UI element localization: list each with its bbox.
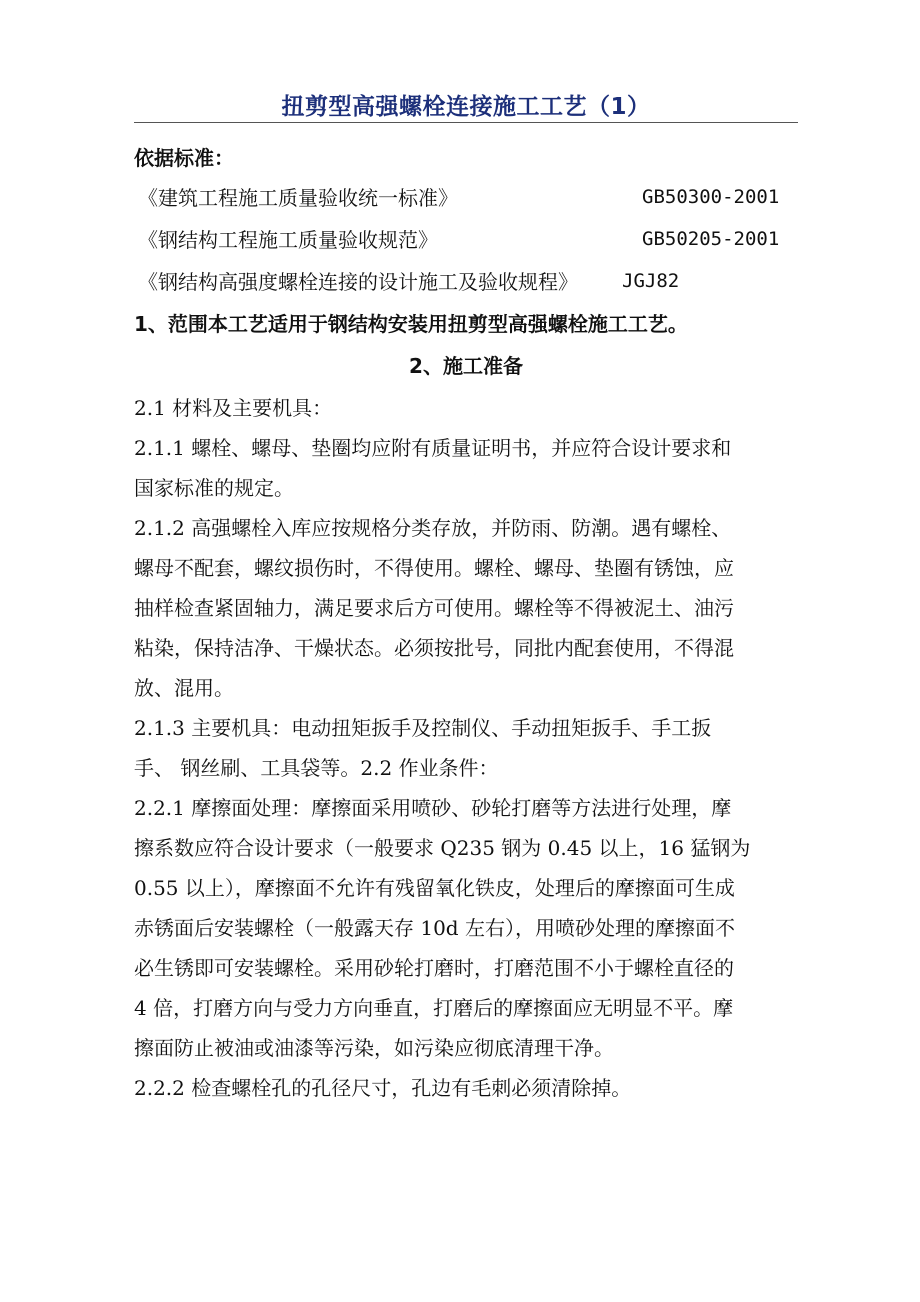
section-1: 1、范围本工艺适用于钢结构安装用扭剪型高强螺栓施工工艺。	[134, 312, 688, 336]
para-line: 赤锈面后安装螺栓（一般露天存 10d 左右），用喷砂处理的摩擦面不	[134, 916, 735, 940]
document-body	[134, 146, 798, 1100]
title-underline	[134, 122, 798, 123]
standard-code: GB50205-2001	[642, 228, 780, 250]
standard-row	[134, 270, 798, 294]
document-title: 扭剪型高强螺栓连接施工工艺（1）	[281, 94, 651, 120]
para-line: 2.1.1 螺栓、螺母、垫圈均应附有质量证明书，并应符合设计要求和	[134, 436, 732, 460]
basis-label: 依据标准：	[134, 146, 234, 170]
standard-name: 《钢结构高强度螺栓连接的设计施工及验收规程》	[138, 270, 578, 294]
para-line: 国家标准的规定。	[134, 476, 294, 500]
standard-row	[134, 228, 798, 252]
para-line: 0.55 以上），摩擦面不允许有残留氧化铁皮，处理后的摩擦面可生成	[134, 876, 735, 900]
para-line: 放、混用。	[134, 676, 234, 700]
para-line: 擦面防止被油或油漆等污染，如污染应彻底清理干净。	[134, 1036, 614, 1060]
para-line: 2.1.3 主要机具：电动扭矩扳手及控制仪、手动扭矩扳手、手工扳	[134, 716, 712, 740]
para-2-2-2: 2.2.2 检查螺栓孔的孔径尺寸，孔边有毛刺必须清除掉。	[134, 1076, 632, 1100]
standard-code: JGJ82	[622, 270, 680, 292]
para-line: 粘染，保持洁净、干燥状态。必须按批号，同批内配套使用，不得混	[134, 636, 734, 660]
standard-name: 《建筑工程施工质量验收统一标准》	[138, 186, 458, 210]
para-2-2-1	[134, 796, 798, 1060]
para-2-1: 2.1 材料及主要机具：	[134, 396, 333, 420]
para-line: 螺母不配套，螺纹损伤时，不得使用。螺栓、螺母、垫圈有锈蚀，应	[134, 556, 734, 580]
para-line: 擦系数应符合设计要求（一般要求 Q235 钢为 0.45 以上，16 猛钢为	[134, 836, 751, 860]
section-2-heading: 2、施工准备	[409, 354, 523, 378]
para-2-1-2	[134, 516, 798, 700]
para-line: 2.2.1 摩擦面处理：摩擦面采用喷砂、砂轮打磨等方法进行处理，摩	[134, 796, 732, 820]
para-2-1-1	[134, 436, 798, 500]
standard-row	[134, 186, 798, 210]
standard-code: GB50300-2001	[642, 186, 780, 208]
para-line: 4 倍，打磨方向与受力方向垂直，打磨后的摩擦面应无明显不平。摩	[134, 996, 734, 1020]
para-2-1-3	[134, 716, 798, 780]
para-line: 必生锈即可安装螺栓。采用砂轮打磨时，打磨范围不小于螺栓直径的	[134, 956, 734, 980]
para-line: 2.1.2 高强螺栓入库应按规格分类存放，并防雨、防潮。遇有螺栓、	[134, 516, 732, 540]
para-line: 抽样检查紧固轴力，满足要求后方可使用。螺栓等不得被泥土、油污	[134, 596, 734, 620]
para-line: 手、 钢丝刷、工具袋等。2.2 作业条件：	[134, 756, 499, 780]
standard-name: 《钢结构工程施工质量验收规范》	[138, 228, 438, 252]
